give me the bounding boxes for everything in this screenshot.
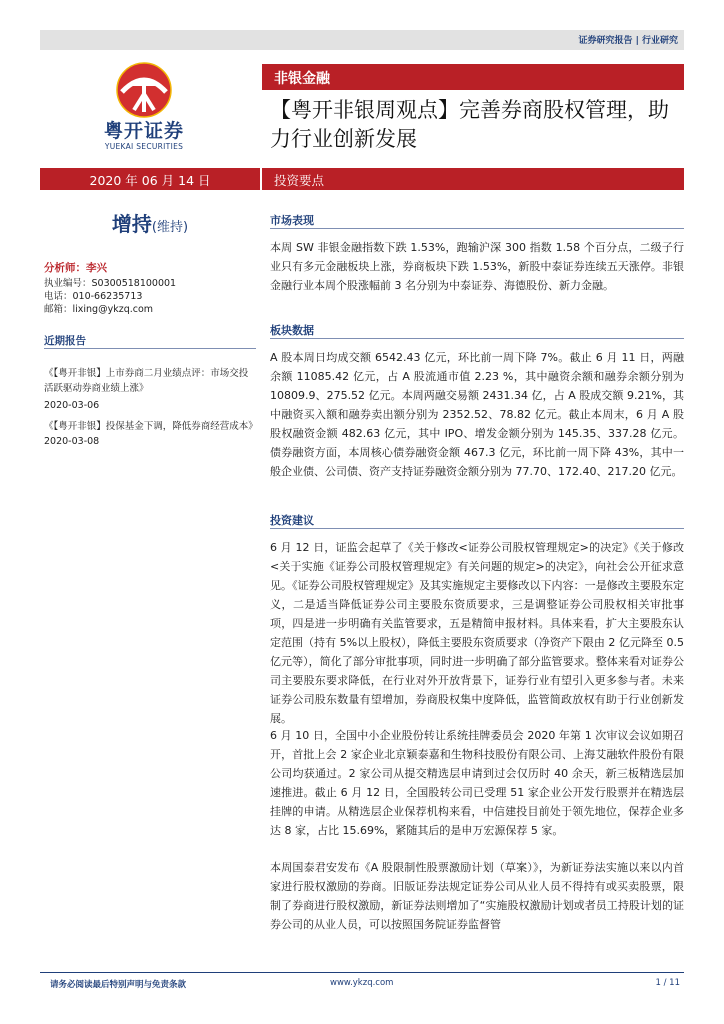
paragraph-data: A 股本周日均成交额 6542.43 亿元，环比前一周下降 7%。截止 6 月 11 日，两融余额 11085.42 亿元，占 A 股流通市值 2.23 %，其中融资余额和融券余额分别为 10809.9、275.52 亿元。本周两融交易额 2431.34 亿，占 A 股成交额 9.21%，其中融资买入额和融券卖出额分别为 2352.52、78.82 亿元。截止本周末，6 月 A 股股权融资金额 482.63 亿元，其中 IPO、增发金额分别为 145.35、337.28 亿元。债券融资方面，本周核心债券融资金额 467.3 亿元，环比前一周下降 43%，其中一般企业债、公司债、资产支持证券融资金额分别为 77.70、172.40、217.20 亿元。 bbox=[270, 351, 684, 478]
analyst-email[interactable]: 邮箱：lixing@ykzq.com bbox=[44, 304, 154, 315]
website-link[interactable]: www.ykzq.com bbox=[330, 978, 394, 988]
report-title: 【粤开非银周观点】完善券商股权管理，助力行业创新发展 bbox=[270, 98, 669, 151]
report-date: 2020 年 06 月 14 日 bbox=[89, 173, 211, 188]
top-header-bar bbox=[40, 30, 684, 50]
logo-name-en: YUEKAI SECURITIES bbox=[104, 142, 184, 151]
paragraph-advice-3: 本周国泰君安发布《A 股限制性股票激励计划（草案）》，为新证券法实施以来以内首家进行股权激励的券商。旧版证券法规定证券公司从业人员不得持有或买卖股票，限制了券商进行股权激励，新证券法则增加了“实施股权激励计划或者员工持股计划的证券公司的从业人员，可以按照国务院证券监督管 bbox=[270, 861, 684, 931]
recent-reports-title: 近期报告 bbox=[44, 335, 86, 347]
rating bbox=[40, 208, 260, 237]
analyst-name: 分析师：李兴 bbox=[44, 262, 107, 274]
report-type-tag: 证券研究报告 | 行业研究 bbox=[578, 36, 678, 46]
company-logo bbox=[88, 62, 218, 162]
date-band bbox=[40, 168, 260, 190]
rating-main: 增持 bbox=[111, 212, 152, 236]
footer-divider bbox=[40, 972, 684, 973]
paragraph-market: 本周 SW 非银金融指数下跌 1.53%，跑输沪深 300 指数 1.58 个百分点，二级子行业只有多元金融板块上涨，券商板块下跌 1.53%，新股中泰证券连续五天涨停。非银金融行业本周个股涨幅前 3 名分别为中泰证券、海德股份、新力金融。 bbox=[270, 241, 684, 292]
recent-reports-list bbox=[44, 366, 256, 451]
rating-sub: (维持) bbox=[151, 220, 189, 235]
investment-points-label: 投资要点 bbox=[274, 173, 325, 188]
recent-report-item[interactable]: 《【粤开非银】投保基金下调，降低券商经营成本》2020-03-08 bbox=[44, 421, 254, 447]
recent-reports-divider bbox=[44, 348, 256, 349]
yuekai-logo-icon bbox=[116, 62, 172, 118]
disclaimer-link[interactable]: 请务必阅读最后特别声明与免责条款 bbox=[50, 980, 187, 990]
paragraph-advice-2: 6 月 10 日，全国中小企业股份转让系统挂牌委员会 2020 年第 1 次审议会议如期召开，首批上会 2 家企业北京颖泰嘉和生物科技股份有限公司、上海艾融软件股份有限公司均获通过。2 家公司从提交精选层申请到过会仅历时 40 余天，新三板精选层加速推进。截止 6 月 12 日，全国股转公司已受理 51 家企业公开发行股票并在精选层挂牌的申请。从精选层企业保荐机构来看，中信建投目前处于领先地位，保荐企业多达 8 家，占比 15.69%，紧随其后的是申万宏源保荐 5 家。 bbox=[270, 729, 684, 837]
paragraph-advice-1: 6 月 12 日，证监会起草了《关于修改<证券公司股权管理规定>的决定》《关于修改<关于实施《证券公司股权管理规定》有关问题的规定>的决定》，向社会公开征求意见。《证券公司股权管理规定》及其实施规定主要修改以下内容：一是修改主要股东定义，二是适当降低证券公司主要股东资质要求，三是调整证券公司股权相关审批事项，四是进一步明确有关监管要求，五是精简申报材料。具体来看，扩大主要股东认定范围（持有 5%以上股权），降低主要股东资质要求（净资产下限由 2 亿元降至 0.5 亿元等），简化了部分审批事项，同时进一步明确了部分监管要求。整体来看对证券公司主要股东要求降低，在行业对外开放背景下，证券行业有望引入更多参与者。未来证券公司股东数量有望增加，券商股权集中度降低，监管简政放权有助于行业创新发展。 bbox=[270, 541, 684, 725]
analyst-info bbox=[44, 262, 254, 316]
analyst-phone: 电话：010-66235713 bbox=[44, 291, 143, 302]
section-divider bbox=[270, 338, 684, 339]
logo-name-cn: 粤开证券 bbox=[103, 120, 184, 142]
investment-points-band bbox=[262, 168, 684, 190]
section-heading-market: 市场表现 bbox=[270, 214, 314, 227]
section-heading-advice: 投资建议 bbox=[270, 514, 314, 527]
section-divider bbox=[270, 528, 684, 529]
sector-band bbox=[262, 64, 684, 90]
section-heading-data: 板块数据 bbox=[270, 324, 314, 337]
section-divider bbox=[270, 228, 684, 229]
page-number: 1 / 11 bbox=[655, 978, 680, 988]
analyst-cert: 执业编号：S0300518100001 bbox=[44, 278, 177, 289]
sector-label: 非银金融 bbox=[274, 71, 330, 87]
recent-report-item[interactable]: 《【粤开非银】上市券商二月业绩点评：市场交投活跃驱动券商业绩上涨》 bbox=[44, 368, 249, 394]
recent-report-date: 2020-03-06 bbox=[44, 400, 100, 411]
